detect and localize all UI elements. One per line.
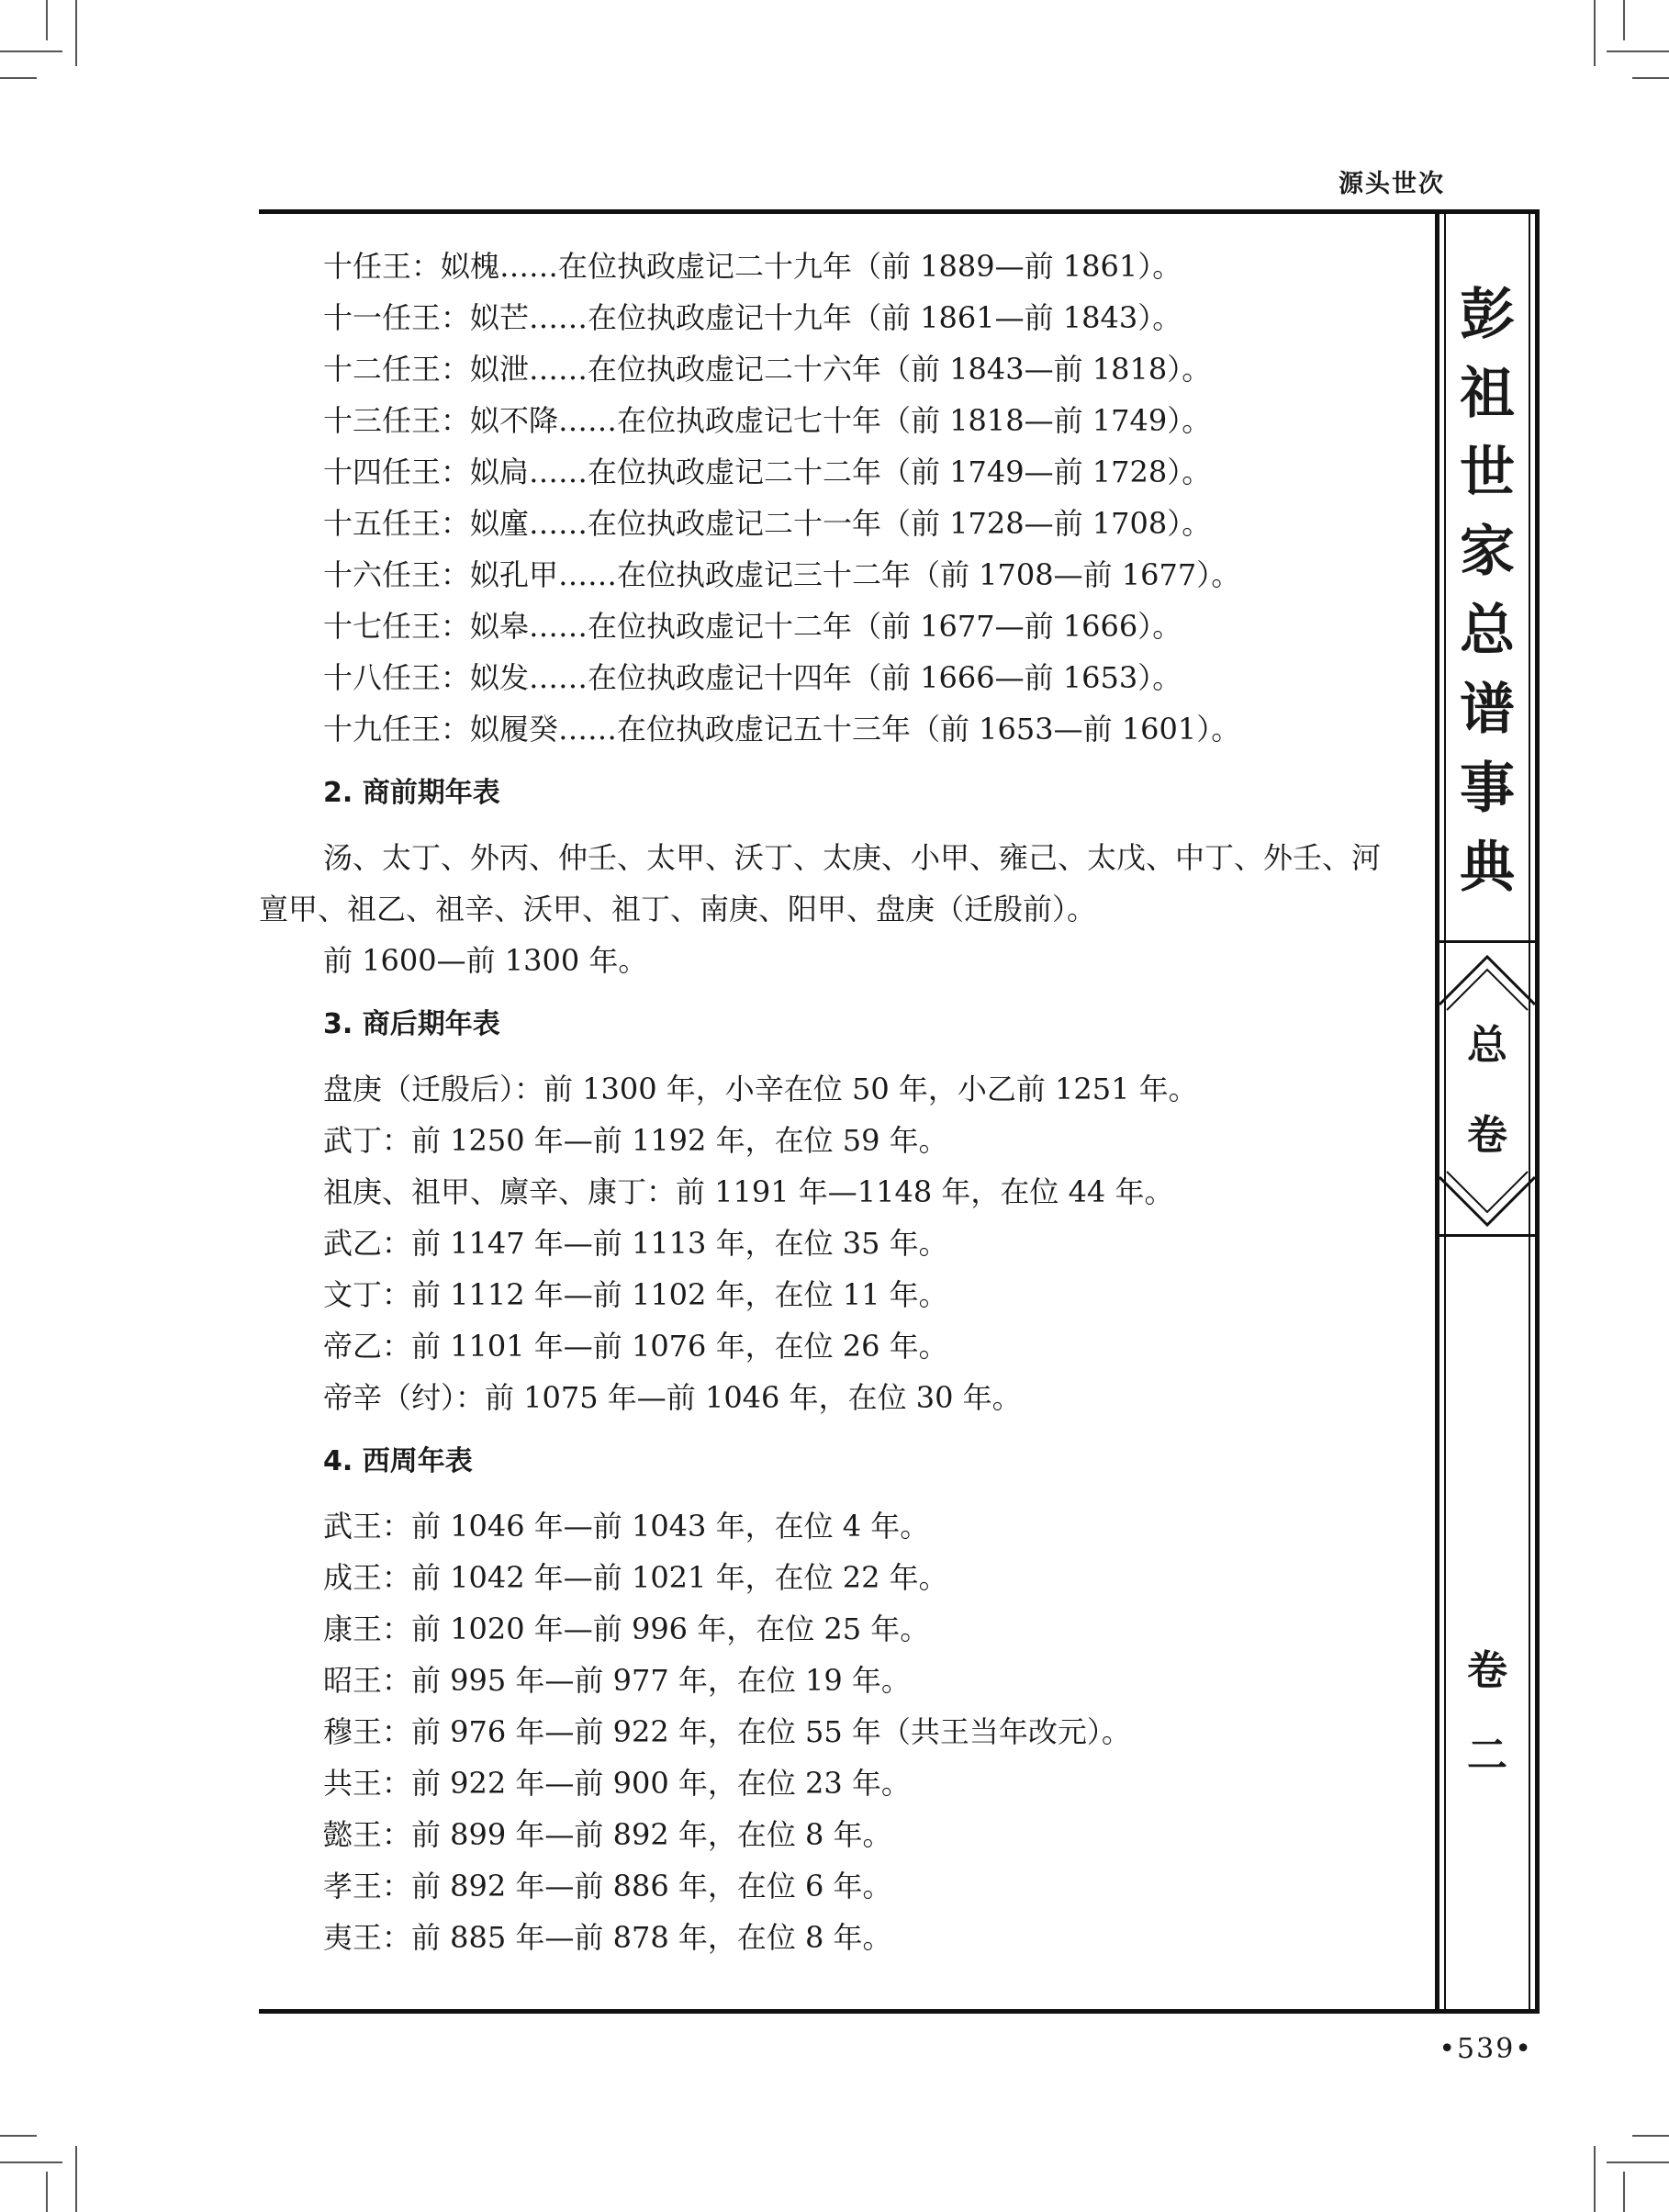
panel-divider bbox=[1439, 940, 1535, 943]
running-header: 源头世次 bbox=[1339, 170, 1445, 198]
list-item: 孝王：前 892 年—前 886 年，在位 6 年。 bbox=[323, 1869, 892, 1903]
crop-mark bbox=[75, 0, 77, 66]
xia-king-list bbox=[259, 241, 1397, 755]
section-heading: 3. 商后期年表 bbox=[323, 1008, 500, 1040]
crop-mark bbox=[1607, 2161, 1669, 2163]
list-item: 帝辛（纣）：前 1075 年—前 1046 年，在位 30 年。 bbox=[323, 1380, 1022, 1415]
list-item: 共王：前 922 年—前 900 年，在位 23 年。 bbox=[323, 1766, 911, 1801]
list-item: 盘庚（迁殷后）：前 1300 年，小辛在位 50 年，小乙前 1251 年。 bbox=[323, 1072, 1198, 1106]
list-item: 十四任王：姒扃……在位执政虚记二十二年（前 1749—前 1728）。 bbox=[323, 455, 1212, 489]
crop-mark bbox=[1623, 0, 1625, 40]
list-item: 十三任王：姒不降……在位执政虚记七十年（前 1818—前 1749）。 bbox=[323, 403, 1212, 438]
list-item: 昭王：前 995 年—前 977 年，在位 19 年。 bbox=[323, 1663, 911, 1698]
crop-mark bbox=[1632, 77, 1669, 79]
list-item: 十八任王：姒发……在位执政虚记十四年（前 1666—前 1653）。 bbox=[323, 660, 1182, 695]
list-item: 武乙：前 1147 年—前 1113 年，在位 35 年。 bbox=[323, 1226, 948, 1261]
list-item: 穆王：前 976 年—前 922 年，在位 55 年（共王当年改元）。 bbox=[323, 1714, 1131, 1749]
top-rule bbox=[259, 209, 1540, 214]
list-item: 十六任王：姒孔甲……在位执政虚记三十二年（前 1708—前 1677）。 bbox=[323, 557, 1241, 592]
list-item: 十一任王：姒芒……在位执政虚记十九年（前 1861—前 1843）。 bbox=[323, 300, 1182, 335]
list-item: 十九任王：姒履癸……在位执政虚记五十三年（前 1653—前 1601）。 bbox=[323, 712, 1241, 747]
crop-mark bbox=[1623, 2172, 1625, 2212]
crop-mark bbox=[1607, 51, 1669, 52]
crop-mark bbox=[1594, 0, 1596, 66]
list-item: 懿王：前 899 年—前 892 年，在位 8 年。 bbox=[323, 1817, 892, 1852]
crop-mark bbox=[75, 2146, 77, 2212]
section-heading: 4. 西周年表 bbox=[323, 1445, 473, 1477]
crop-mark bbox=[0, 2135, 37, 2137]
list-item: 十七任王：姒皋……在位执政虚记十二年（前 1677—前 1666）。 bbox=[323, 609, 1182, 644]
crop-mark bbox=[46, 0, 48, 40]
list-item: 祖庚、祖甲、廪辛、康丁：前 1191 年—1148 年，在位 44 年。 bbox=[323, 1174, 1174, 1209]
panel-divider bbox=[1439, 1234, 1535, 1237]
crop-mark bbox=[1632, 2135, 1669, 2137]
main-text bbox=[259, 241, 1397, 1963]
bottom-rule bbox=[259, 2009, 1540, 2014]
list-item: 十二任王：姒泄……在位执政虚记二十六年（前 1843—前 1818）。 bbox=[323, 352, 1212, 387]
crop-mark bbox=[0, 2161, 62, 2163]
crop-mark bbox=[46, 2172, 48, 2212]
late-shang-list bbox=[259, 1063, 1397, 1423]
list-item: 武王：前 1046 年—前 1043 年，在位 4 年。 bbox=[323, 1509, 930, 1544]
section-heading: 2. 商前期年表 bbox=[323, 777, 500, 809]
crop-mark bbox=[1594, 2146, 1596, 2212]
part-label: 卷 二 bbox=[1467, 1647, 1507, 1779]
list-item: 武丁：前 1250 年—前 1192 年，在位 59 年。 bbox=[323, 1123, 948, 1158]
list-item: 文丁：前 1112 年—前 1102 年，在位 11 年。 bbox=[323, 1277, 948, 1312]
list-item: 前 1600—前 1300 年。 bbox=[323, 943, 648, 978]
western-zhou-list bbox=[259, 1500, 1397, 1963]
list-item: 帝乙：前 1101 年—前 1076 年，在位 26 年。 bbox=[323, 1329, 948, 1364]
list-item: 康王：前 1020 年—前 996 年，在位 25 年。 bbox=[323, 1611, 930, 1646]
list-item: 夷王：前 885 年—前 878 年，在位 8 年。 bbox=[323, 1920, 892, 1955]
volume-label: 总 卷 bbox=[1467, 1022, 1507, 1159]
list-item: 十任王：姒槐……在位执政虚记二十九年（前 1889—前 1861）。 bbox=[323, 249, 1182, 284]
crop-mark bbox=[0, 77, 37, 79]
book-title: 彭 祖 世 家 总 谱 事 典 bbox=[1460, 283, 1515, 900]
paragraph: 汤、太丁、外丙、仲壬、太甲、沃丁、太庚、小甲、雍己、太戊、中丁、外壬、河亶甲、祖乙、祖辛、沃甲、祖丁、南庚、阳甲、盘庚（迁殷前）。 bbox=[259, 840, 1382, 926]
crop-mark bbox=[0, 51, 62, 52]
page-number: •539• bbox=[1439, 2033, 1533, 2065]
list-item: 成王：前 1042 年—前 1021 年，在位 22 年。 bbox=[323, 1560, 948, 1595]
list-item: 十五任王：姒廑……在位执政虚记二十一年（前 1728—前 1708）。 bbox=[323, 506, 1212, 541]
